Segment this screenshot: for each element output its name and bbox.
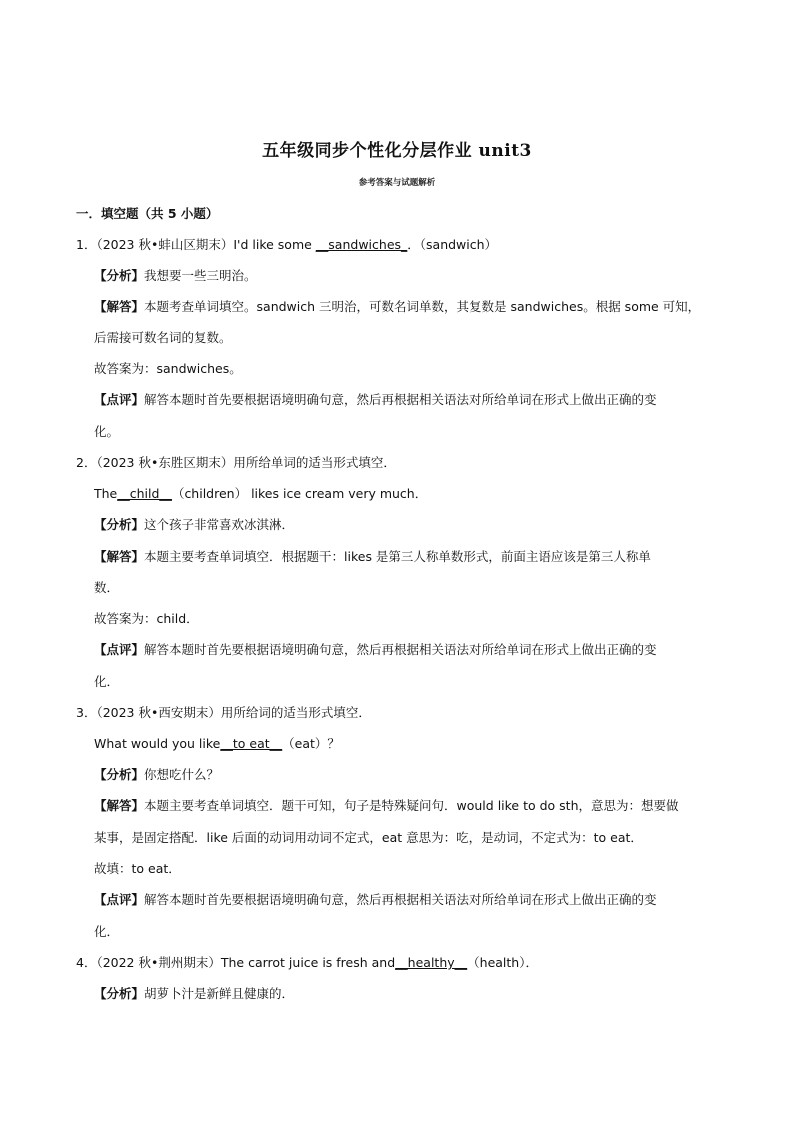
question-2-comment: 【点评】解答本题时首先要根据语境明确句意，然后再根据相关语法对所给单词在形式上做出正确的变 [94, 642, 657, 657]
question-1-solution-cont: 后需接可数名词的复数。 [94, 330, 232, 345]
question-1-stem: 1．（2023 秋•蚌山区期末）I'd like some __sandwiches_．（sandwich） [76, 237, 498, 252]
question-1-answer-line: 故答案为：sandwiches。 [94, 361, 242, 376]
question-2-analysis: 【分析】这个孩子非常喜欢冰淇淋． [94, 517, 295, 532]
question-2-solution: 【解答】本题主要考查单词填空．根据题干：likes 是第三人称单数形式，前面主语应该是第三人称单 [94, 549, 651, 564]
question-3-comment: 【点评】解答本题时首先要根据语境明确句意，然后再根据相关语法对所给单词在形式上做出正确的变 [94, 892, 657, 907]
question-1-comment: 【点评】解答本题时首先要根据语境明确句意，然后再根据相关语法对所给单词在形式上做出正确的变 [94, 392, 657, 407]
question-2-comment-cont: 化． [94, 674, 120, 689]
question-3-solution-cont: 某事，是固定搭配．like 后面的动词用动词不定式，eat 意思为：吃，是动词，不定式为：to eat． [94, 830, 643, 845]
section-heading: 一．填空题（共 5 小题） [76, 206, 219, 221]
question-4-analysis: 【分析】胡萝卜汁是新鲜且健康的． [94, 986, 295, 1001]
question-3-answer: __to eat__ [220, 736, 283, 751]
question-3-answer-line: 故填：to eat． [94, 861, 181, 876]
question-1-solution: 【解答】本题考查单词填空。sandwich 三明治，可数名词单数，其复数是 sandwiches。根据 some 可知， [94, 299, 701, 314]
question-2-sentence: The__child__（children） likes ice cream very much． [94, 486, 428, 501]
page-title: 五年级同步个性化分层作业 unit3 [262, 141, 532, 161]
question-2-stem: 2．（2023 秋•东胜区期末）用所给单词的适当形式填空． [76, 455, 396, 470]
question-1-comment-cont: 化。 [94, 424, 120, 439]
question-3-solution: 【解答】本题主要考查单词填空．题干可知，句子是特殊疑问句．would like to do sth，意思为：想要做 [94, 798, 679, 813]
question-4-answer: __healthy__ [395, 955, 468, 970]
question-3-comment-cont: 化． [94, 924, 120, 939]
question-1-answer: __sandwiches_ [315, 237, 408, 252]
question-3-stem: 3．（2023 秋•西安期末）用所给词的适当形式填空． [76, 705, 371, 720]
question-2-answer: __child__ [117, 486, 172, 501]
question-2-answer-line: 故答案为：child． [94, 611, 199, 626]
question-4-stem: 4．（2022 秋•荆州期末）The carrot juice is fresh and__healthy__（health）． [76, 955, 538, 970]
question-2-solution-cont: 数． [94, 580, 120, 595]
question-3-sentence: What would you like__to eat__（eat）？ [94, 736, 340, 751]
question-1-analysis: 【分析】我想要一些三明治。 [94, 268, 257, 283]
question-3-analysis: 【分析】你想吃什么？ [94, 767, 220, 782]
page-subtitle: 参考答案与试题解析 [358, 178, 436, 188]
